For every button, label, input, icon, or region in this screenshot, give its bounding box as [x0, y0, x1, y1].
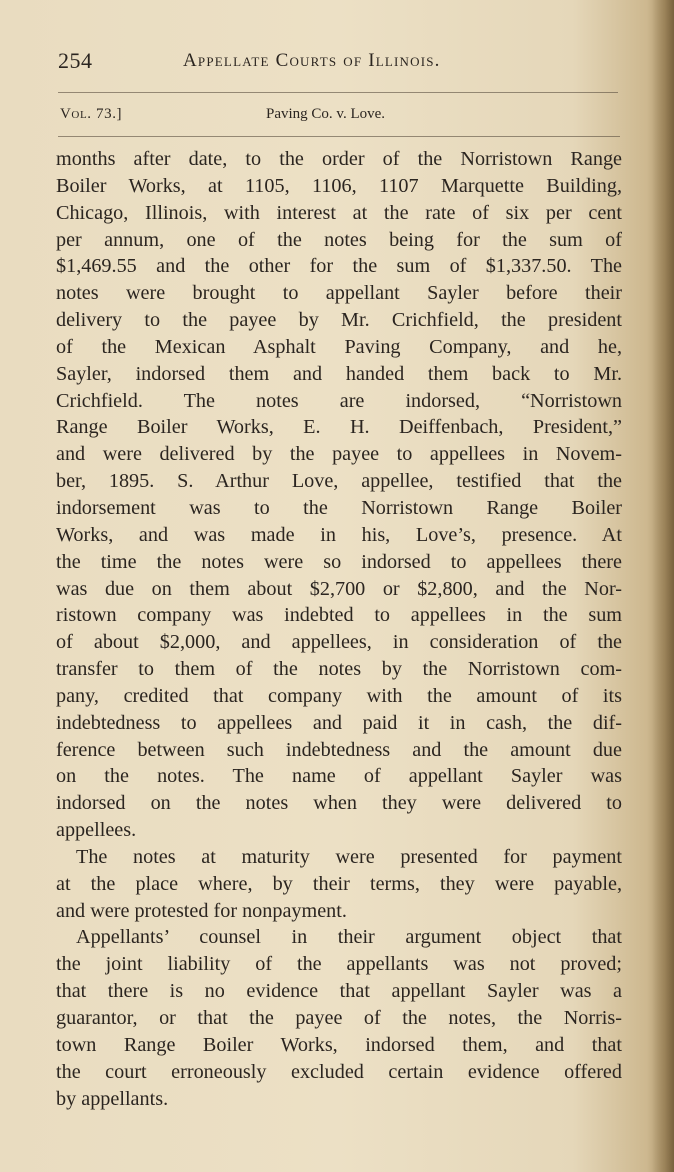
volume-label: Vol. 73.]	[60, 106, 123, 122]
text-line: Works, and was made in his, Love’s, presence. At	[56, 523, 622, 546]
running-head	[58, 48, 528, 82]
text-line: months after date, to the order of the Norristown Range	[56, 148, 622, 170]
page-edge-shadow	[652, 0, 674, 1172]
body-text	[56, 146, 622, 1112]
header-rule	[58, 92, 618, 93]
text-line: $1,469.55 and the other for the sum of $1,337.50. The	[56, 255, 622, 278]
text-line: of the Mexican Asphalt Paving Company, and he,	[56, 335, 622, 358]
text-line: of about $2,000, and appellees, in consideration of the	[56, 631, 622, 654]
text-line: guarantor, or that the payee of the notes, the Norris-	[56, 1007, 622, 1029]
text-line: the time the notes were so indorsed to appellees there	[56, 550, 622, 573]
text-line: by appellants.	[56, 1087, 169, 1110]
text-line: the court erroneously excluded certain evidence offered	[56, 1060, 622, 1083]
text-line: indorsed on the notes when they were delivered to	[56, 792, 622, 815]
case-title: Paving Co. v. Love.	[266, 106, 386, 122]
text-line: indorsement was to the Norristown Range Boiler	[56, 496, 622, 519]
text-line: delivery to the payee by Mr. Crichfield, the president	[56, 309, 622, 332]
text-line: and were delivered by the payee to appellees in Novem-	[56, 443, 622, 466]
text-line: town Range Boiler Works, indorsed them, and that	[56, 1033, 622, 1056]
text-line: per annum, one of the notes being for the sum of	[56, 228, 622, 251]
text-line: Boiler Works, at 1105, 1106, 1107 Marquette Building,	[56, 174, 622, 197]
text-line: and were protested for nonpayment.	[56, 899, 347, 922]
text-line: appellees.	[56, 819, 137, 842]
page-number: 254	[58, 48, 93, 73]
text-line: ber, 1895. S. Arthur Love, appellee, testified that the	[56, 470, 622, 493]
text-line: The notes at maturity were presented for payment	[76, 845, 622, 868]
volume-rule	[58, 136, 620, 137]
text-line: that there is no evidence that appellant Sayler was a	[56, 980, 622, 1003]
text-line: Appellants’ counsel in their argument object that	[76, 926, 622, 949]
text-line: ference between such indebtedness and the amount due	[56, 738, 622, 761]
text-line: was due on them about $2,700 or $2,800, and the Nor-	[56, 577, 622, 600]
text-line: Crichfield. The notes are indorsed, “Norristown	[56, 389, 622, 412]
text-line: indebtedness to appellees and paid it in cash, the dif-	[56, 711, 622, 734]
text-line: on the notes. The name of appellant Sayler was	[56, 765, 622, 788]
text-line: pany, credited that company with the amount of its	[56, 684, 622, 707]
text-line: transfer to them of the notes by the Norristown com-	[56, 658, 622, 681]
text-line: notes were brought to appellant Sayler before their	[56, 282, 622, 305]
text-line: Chicago, Illinois, with interest at the rate of six per cent	[56, 201, 622, 224]
text-line: Sayler, indorsed them and handed them back to Mr.	[56, 362, 622, 385]
volume-line	[58, 104, 618, 128]
text-line: ristown company was indebted to appellees in the sum	[56, 604, 622, 627]
book-title: Appellate Courts of Illinois.	[183, 50, 441, 71]
text-line: Range Boiler Works, E. H. Deiffenbach, President,”	[56, 416, 622, 439]
text-line: at the place where, by their terms, they were payable,	[56, 872, 622, 895]
text-line: the joint liability of the appellants was not proved;	[56, 953, 622, 976]
